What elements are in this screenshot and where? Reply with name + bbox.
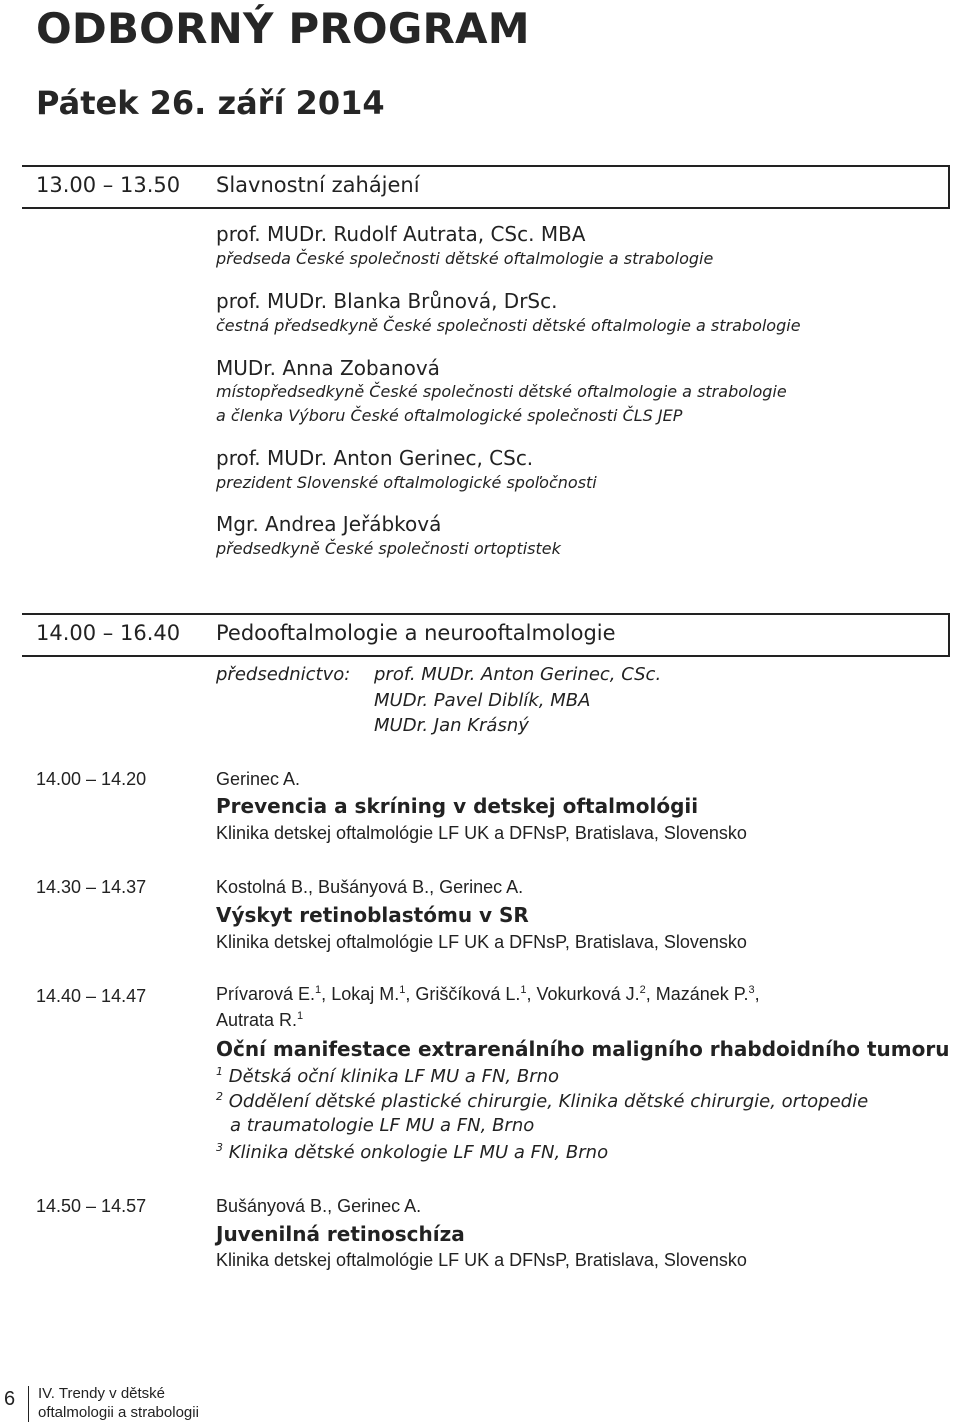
author-name: Lokaj M. bbox=[331, 984, 400, 1004]
chair-label: předsednictvo: bbox=[216, 664, 351, 685]
talk-time: 14.40 – 14.47 bbox=[36, 986, 147, 1006]
affiliation-sup: 2 bbox=[216, 1090, 223, 1103]
author-sup: 1 bbox=[520, 984, 527, 996]
talk-time: 14.00 – 14.20 bbox=[36, 769, 147, 789]
author-name: Prívarová E. bbox=[216, 984, 316, 1004]
session-header-opening bbox=[22, 165, 950, 209]
talk-affiliation bbox=[230, 1115, 534, 1136]
talk-affiliation bbox=[216, 1141, 608, 1163]
speaker-role: čestná předsedkyně České společnosti dětské oftalmologie a strabologie bbox=[216, 316, 801, 335]
page-number: 6 bbox=[4, 1388, 16, 1410]
author-name: Autrata R. bbox=[216, 1010, 298, 1030]
talk-institution: Klinika detskej oftalmológie LF UK a DFNsP, Bratislava, Slovensko bbox=[216, 1250, 747, 1270]
talk-title: Juvenilná retinoschíza bbox=[216, 1222, 465, 1246]
affiliation-text: Oddělení dětské plastické chirurgie, Klinika dětské chirurgie, ortopedie bbox=[228, 1091, 869, 1112]
affiliation-sup: 1 bbox=[216, 1065, 223, 1078]
speaker-role-continued: a členka Výboru České oftalmologické společnosti ČLS JEP bbox=[216, 406, 683, 425]
speaker-name: MUDr. Anna Zobanová bbox=[216, 356, 440, 380]
speaker-role: předsedkyně České společnosti ortoptistek bbox=[216, 539, 561, 558]
author-name: Griščíková L. bbox=[415, 984, 521, 1004]
speaker-name: prof. MUDr. Rudolf Autrata, CSc. MBA bbox=[216, 222, 586, 246]
talk-title: Výskyt retinoblastómu v SR bbox=[216, 903, 529, 927]
author-sup: 1 bbox=[297, 1010, 304, 1022]
session-title: Slavnostní zahájení bbox=[216, 173, 420, 197]
chair-name: MUDr. Jan Krásný bbox=[374, 715, 529, 736]
speaker-name: prof. MUDr. Blanka Brůnová, DrSc. bbox=[216, 289, 558, 313]
talk-institution: Klinika detskej oftalmológie LF UK a DFNsP, Bratislava, Slovensko bbox=[216, 932, 747, 952]
talk-time: 14.50 – 14.57 bbox=[36, 1196, 147, 1216]
talk-authors-continued bbox=[216, 1010, 303, 1031]
speaker-name: Mgr. Andrea Jeřábková bbox=[216, 512, 442, 536]
talk-authors: Gerinec A. bbox=[216, 769, 301, 789]
session-time: 14.00 – 16.40 bbox=[36, 621, 181, 645]
session-title: Pedooftalmologie a neurooftalmologie bbox=[216, 621, 616, 645]
talk-institution: Klinika detskej oftalmológie LF UK a DFNsP, Bratislava, Slovensko bbox=[216, 823, 747, 843]
footer-line-1: IV. Trendy v dětské bbox=[38, 1385, 166, 1402]
session-date: Pátek 26. září 2014 bbox=[36, 84, 385, 122]
author-name: Vokurková J. bbox=[536, 984, 640, 1004]
session-header-pedo bbox=[22, 613, 950, 657]
author-sup: 1 bbox=[315, 984, 322, 996]
footer-text bbox=[38, 1384, 199, 1422]
footer-divider bbox=[28, 1386, 29, 1422]
speaker-name: prof. MUDr. Anton Gerinec, CSc. bbox=[216, 446, 534, 470]
speaker-role: prezident Slovenské oftalmologické spoľočnosti bbox=[216, 473, 597, 492]
author-name: Mazánek P. bbox=[655, 984, 749, 1004]
chair-name: prof. MUDr. Anton Gerinec, CSc. bbox=[374, 664, 662, 685]
talk-title: Oční manifestace extrarenálního maligního rhabdoidního tumoru bbox=[216, 1037, 950, 1061]
speaker-role: místopředsedkyně České společnosti dětské oftalmologie a strabologie bbox=[216, 382, 787, 401]
affiliation-sup: 3 bbox=[216, 1141, 223, 1154]
speaker-role: předseda České společnosti dětské oftalmologie a strabologie bbox=[216, 249, 714, 268]
talk-authors: Bušányová B., Gerinec A. bbox=[216, 1196, 422, 1216]
affiliation-text: a traumatologie LF MU a FN, Brno bbox=[230, 1115, 535, 1136]
footer-line-2: oftalmologii a strabologii bbox=[38, 1404, 199, 1421]
affiliation-text: Dětská oční klinika LF MU a FN, Brno bbox=[228, 1066, 560, 1087]
author-sup: 1 bbox=[399, 984, 406, 996]
author-sup: 2 bbox=[639, 984, 646, 996]
session-time: 13.00 – 13.50 bbox=[36, 173, 181, 197]
talk-affiliation bbox=[216, 1090, 868, 1112]
talk-time: 14.30 – 14.37 bbox=[36, 877, 147, 897]
page-heading: ODBORNÝ PROGRAM bbox=[36, 4, 530, 53]
talk-affiliation bbox=[216, 1065, 559, 1087]
talk-authors: Kostolná B., Bušányová B., Gerinec A. bbox=[216, 877, 524, 897]
talk-title: Prevencia a skríning v detskej oftalmológii bbox=[216, 794, 699, 818]
talk-authors: Prívarová E.$^1$, Lokaj M.$^1$, Griščíková L.$^1$, Vokurková J.$^2$, Mazánek P.$^3$, bbox=[216, 984, 760, 1004]
chair-name: MUDr. Pavel Diblík, MBA bbox=[374, 690, 591, 711]
author-sup: 3 bbox=[748, 984, 755, 996]
affiliation-text: Klinika dětské onkologie LF MU a FN, Brno bbox=[228, 1142, 609, 1163]
